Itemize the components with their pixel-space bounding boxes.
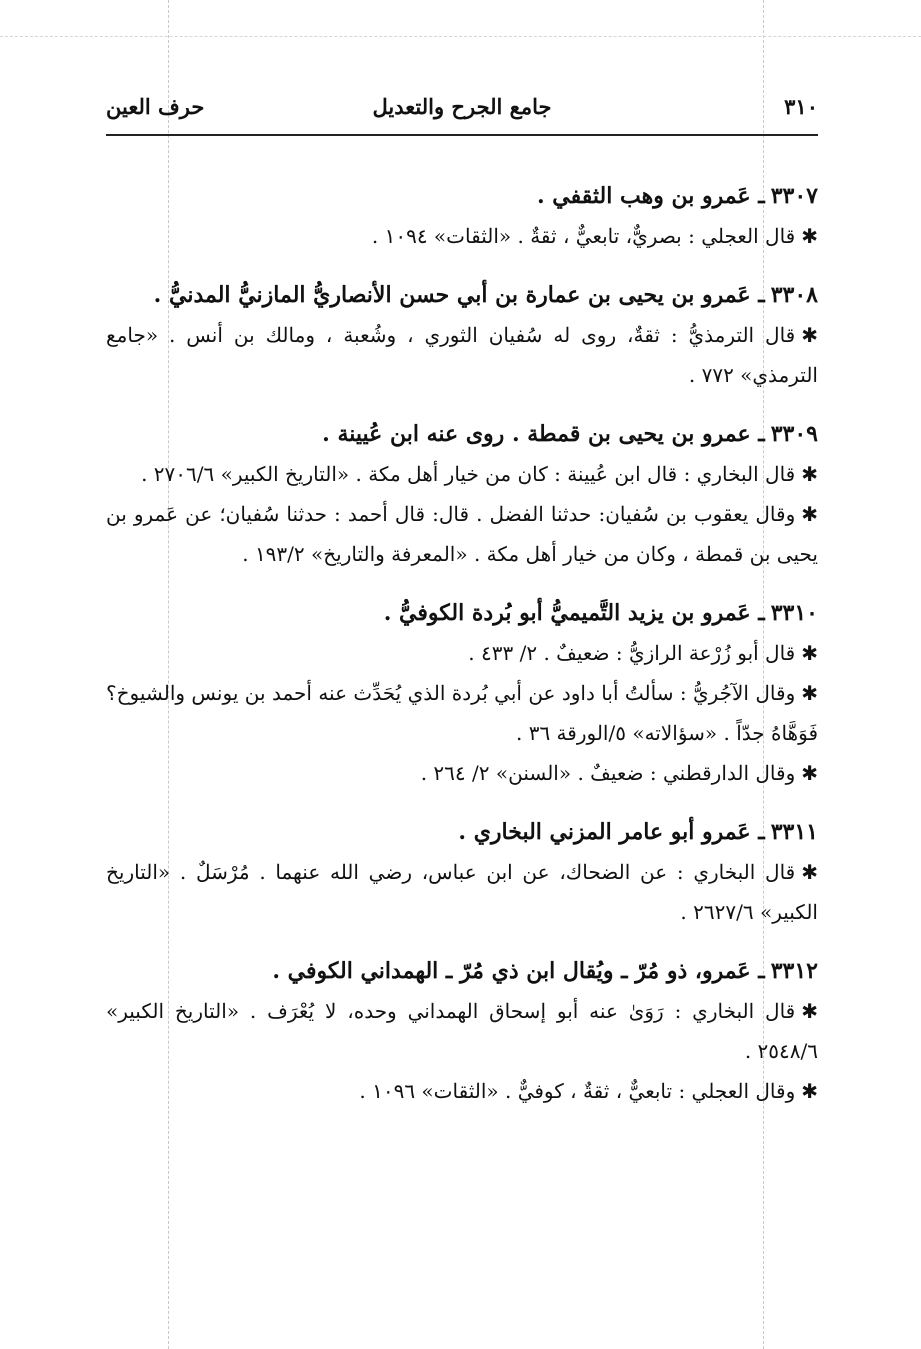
entry	[106, 593, 818, 793]
paragraph-text: قال البخاري : عن الضحاك، عن ابن عباس، رضي الله عنهما . مُرْسَلٌ . «التاريخ الكبير» ٢٦٢٧/٦ .	[106, 860, 818, 924]
asterisk-icon: ✱	[801, 323, 818, 347]
entry	[106, 414, 818, 574]
entry-name: ـ عَمرو بن يزيد التَّميميُّ أبو بُردة الكوفيُّ .	[383, 600, 765, 626]
asterisk-icon: ✱	[801, 502, 818, 526]
entry	[106, 812, 818, 932]
asterisk-icon: ✱	[801, 641, 818, 665]
paragraph-text: وقال يعقوب بن سُفيان: حدثنا الفضل . قال: قال أحمد : حدثنا سُفيان؛ عن عَمرو بن يحيى بن قمطة ، وكان من خيار أهل مكة . «المعرفة والتاريخ» ١٩٣/٢ .	[106, 502, 818, 566]
entry-paragraph	[106, 1071, 818, 1111]
entry-number: ٣٣١١	[770, 819, 818, 845]
entry-name: ـ عَمرو بن وهب الثقفي .	[536, 183, 765, 209]
paragraph-text: قال البخاري : قال ابن عُيينة : كان من خيار أهل مكة . «التاريخ الكبير» ٢٧٠٦/٦ .	[141, 462, 796, 486]
entry-name: ـ عَمرو بن يحيى بن عمارة بن أبي حسن الأنصاريُّ المازنيُّ المدنيُّ .	[153, 282, 765, 308]
paragraph-text: قال أبو زُرْعة الرازيُّ : ضعيفٌ . ٢/ ٤٣٣ .	[468, 641, 796, 665]
entry-paragraph	[106, 753, 818, 793]
entry-number: ٣٣٠٧	[770, 183, 818, 209]
entry-title	[106, 812, 818, 852]
asterisk-icon: ✱	[801, 462, 818, 486]
entry-number: ٣٣٠٨	[770, 282, 818, 308]
paragraph-text: قال البخاري : رَوَىٰ عنه أبو إسحاق الهمداني وحده، لا يُعْرَف . «التاريخ الكبير» ٢٥٤٨/٦ .	[106, 999, 818, 1063]
entry-paragraph	[106, 454, 818, 494]
entry-title	[106, 593, 818, 633]
entry	[106, 176, 818, 256]
entry-paragraph	[106, 633, 818, 673]
entry-name: ـ عمرو بن يحيى بن قمطة . روى عنه ابن عُيينة .	[322, 421, 765, 447]
paragraph-text: وقال الدارقطني : ضعيفٌ . «السنن» ٢/ ٢٦٤ .	[420, 761, 796, 785]
entry-paragraph	[106, 315, 818, 395]
entry	[106, 275, 818, 395]
entry-title	[106, 951, 818, 991]
entry-title	[106, 275, 818, 315]
entry-number: ٣٣١٠	[770, 600, 818, 626]
asterisk-icon: ✱	[801, 1079, 818, 1103]
asterisk-icon: ✱	[801, 761, 818, 785]
entry-title	[106, 414, 818, 454]
paragraph-text: وقال الآجُريُّ : سألتُ أبا داود عن أبي بُردة الذي يُحَدِّث عنه أحمد بن يونس والشيوخ؟ فَوَهَّاهُ جدّاً . «سؤالاته» ٥/الورقة ٣٦ .	[106, 681, 818, 745]
paragraph-text: وقال العجلي : تابعيٌّ ، ثقةٌ ، كوفيٌّ . «الثقات» ١٠٩٦ .	[359, 1079, 796, 1103]
entry-name: ـ عَمرو، ذو مُرّ ـ ويُقال ابن ذي مُرّ ـ الهمداني الكوفي .	[272, 958, 765, 984]
entry-paragraph	[106, 673, 818, 753]
page-number: ٣١٠	[784, 94, 818, 119]
entry-paragraph	[106, 216, 818, 256]
entry-number: ٣٣٠٩	[770, 421, 818, 447]
entry-number: ٣٣١٢	[770, 958, 818, 984]
entry-name: ـ عَمرو أبو عامر المزني البخاري .	[458, 819, 765, 845]
crop-guide-top	[0, 36, 921, 37]
entry-paragraph	[106, 494, 818, 574]
asterisk-icon: ✱	[801, 224, 818, 248]
page-header	[106, 92, 818, 136]
asterisk-icon: ✱	[801, 999, 818, 1023]
book-title: جامع الجرح والتعديل	[372, 94, 552, 119]
asterisk-icon: ✱	[801, 681, 818, 705]
entry-paragraph	[106, 991, 818, 1071]
paragraph-text: قال العجلي : بصريٌّ، تابعيٌّ ، ثقةٌ . «الثقات» ١٠٩٤ .	[371, 224, 796, 248]
asterisk-icon: ✱	[801, 860, 818, 884]
entry-title	[106, 176, 818, 216]
entry-paragraph	[106, 852, 818, 932]
page-content	[106, 176, 818, 1130]
entry	[106, 951, 818, 1111]
paragraph-text: قال الترمذيُّ : ثقةٌ، روى له سُفيان الثوري ، وشُعبة ، ومالك بن أنس . «جامع الترمذي» ٧٧٢ .	[106, 323, 818, 387]
section-title: حرف العين	[106, 94, 205, 119]
